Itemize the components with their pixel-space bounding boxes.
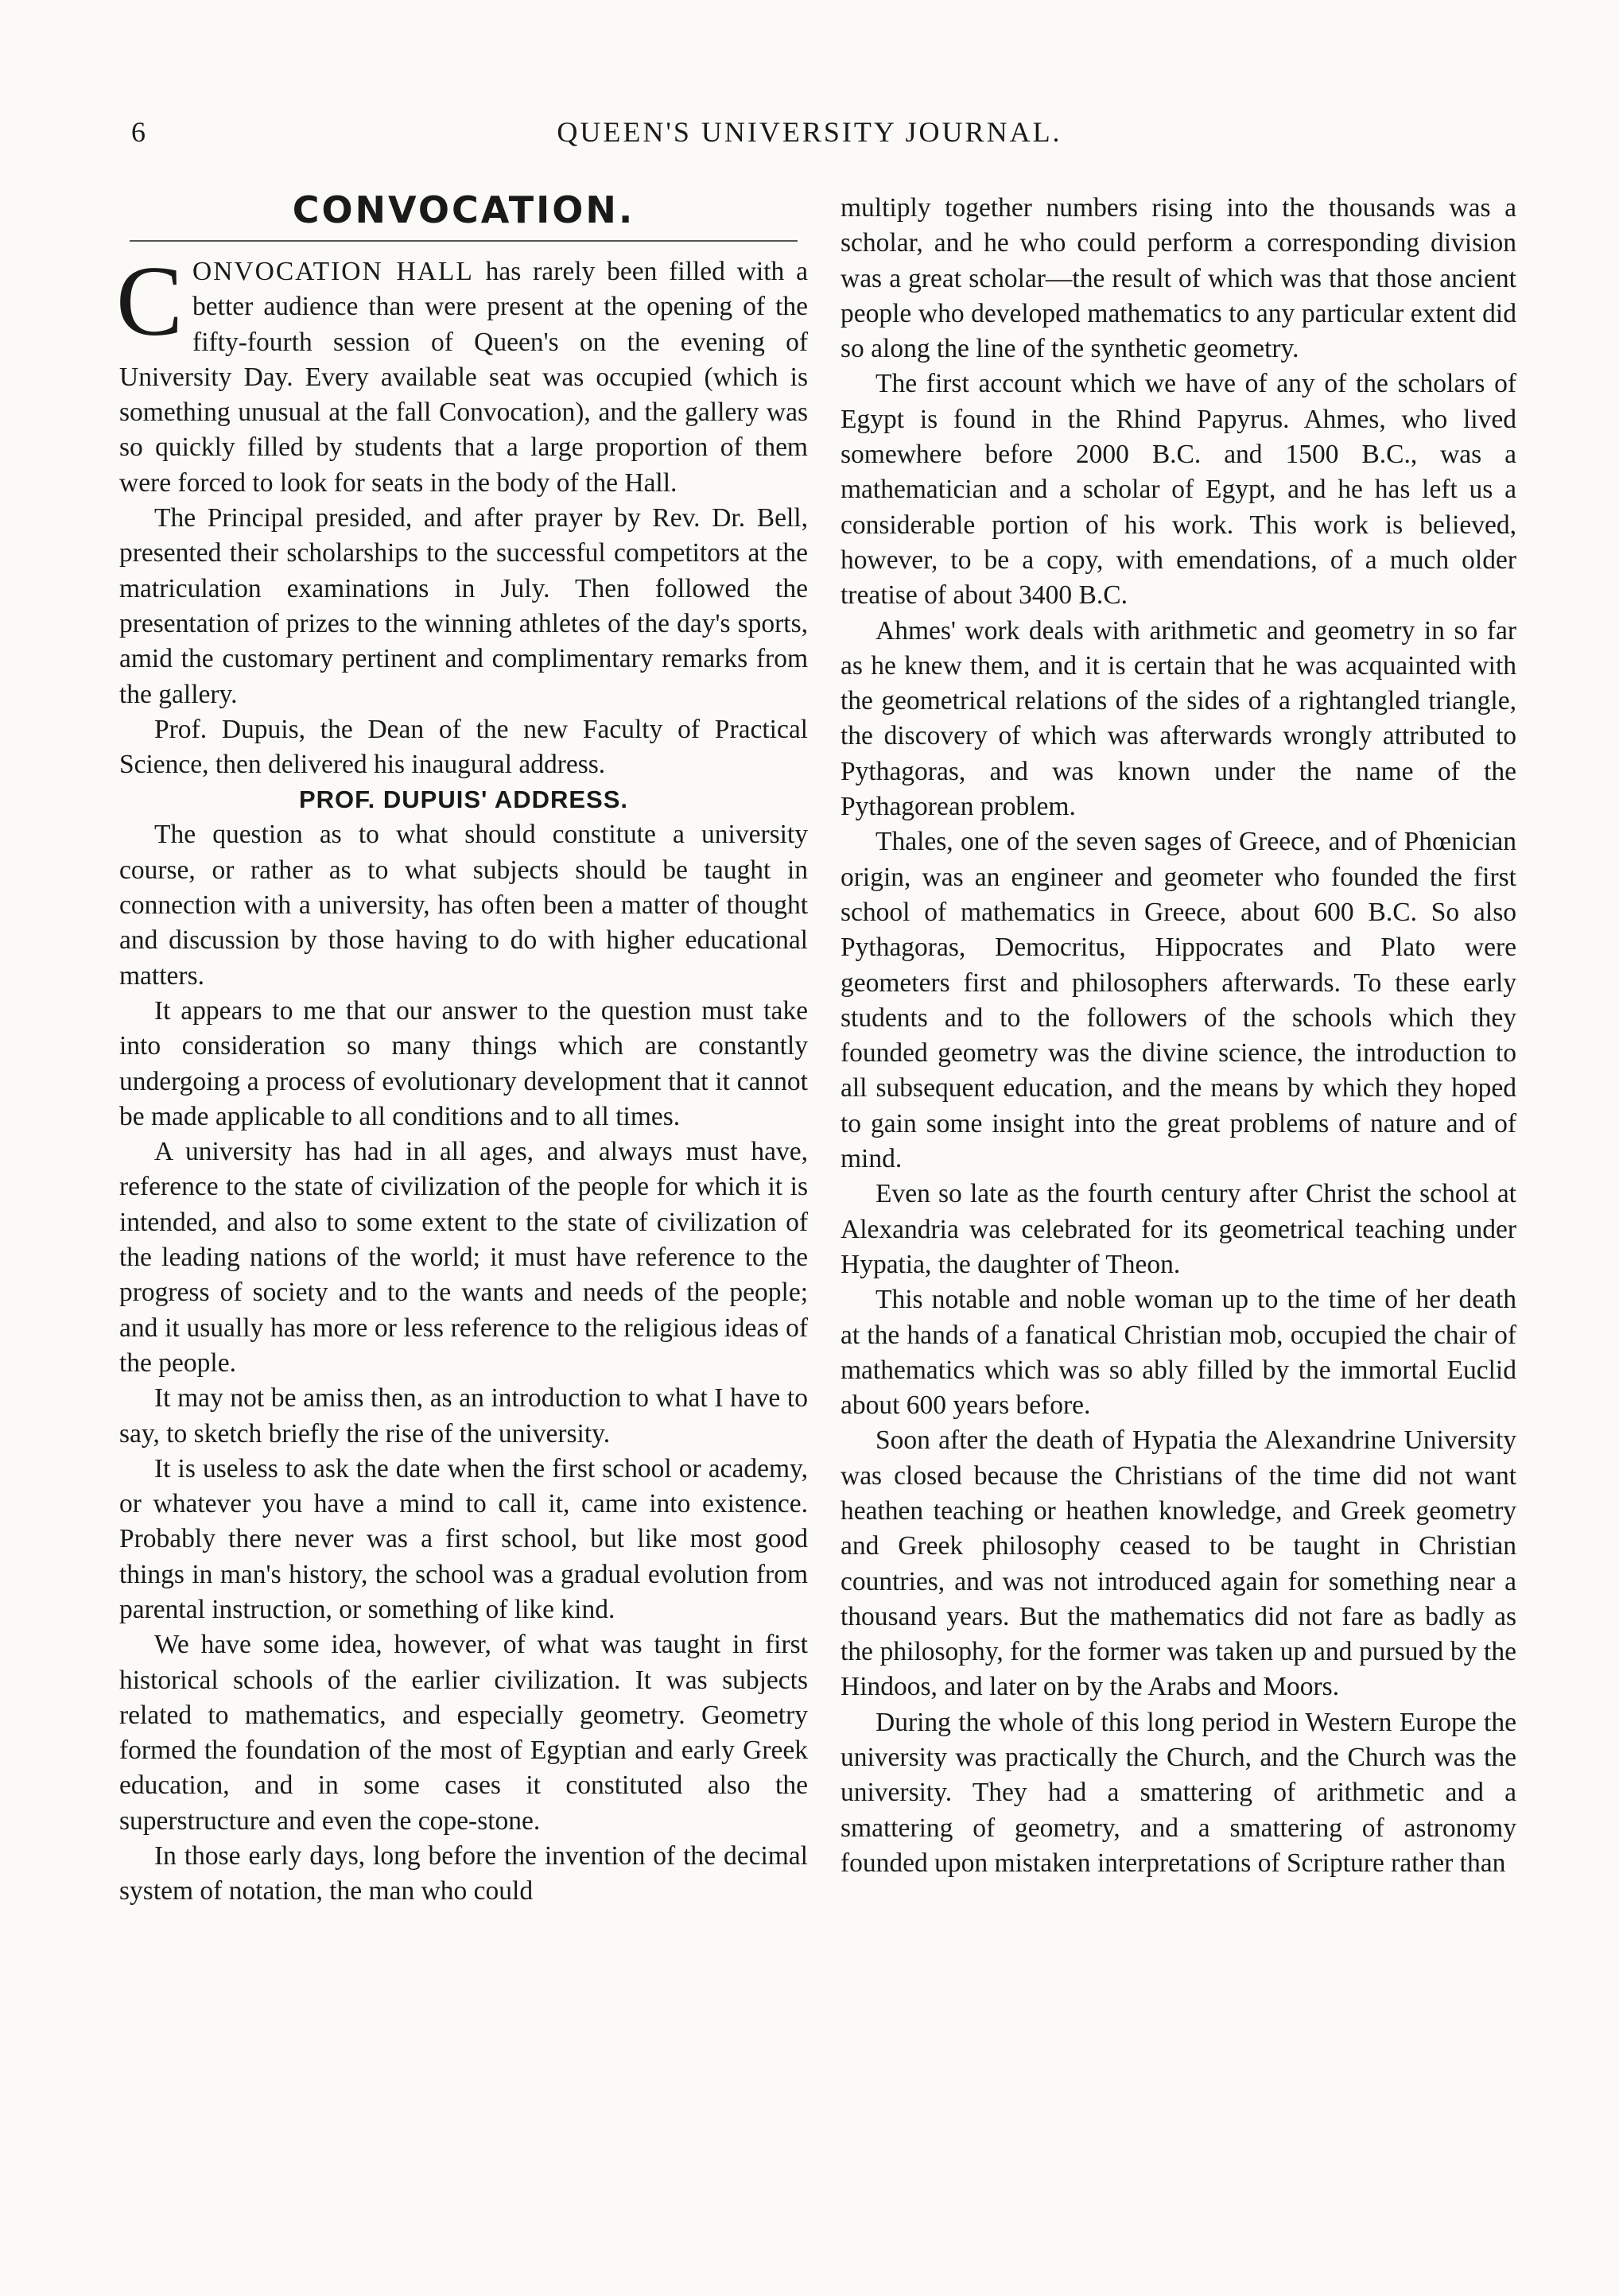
address-subheading: PROF. DUPUIS' ADDRESS. — [298, 785, 629, 814]
paragraph-9: We have some idea, however, of what was taught in first historical schools of the earlier civilization. It was subjects related to mathematics, and especially geometry. Geometry formed the foundation of the most of Egyptian and early Greek education, and in some cases it constituted also the superstructure and even the cope-stone. — [119, 1630, 808, 1836]
paragraph-r4: Thales, one of the seven sages of Greece, and of Phœnician origin, was an engineer and geometer who founded the first school of mathematics in Greece, about 600 B.C. So also Pythagoras, Democritus, Hippocrates and Plato were geometers first and philosophers afterwards. To these early students and to the followers of the schools which they founded geometry was the divine science, the introduction to all subsequent education, and the means by which they hoped to gain some insight into the great problems of nature and of mind. — [841, 827, 1516, 1174]
page-number: 6 — [131, 116, 146, 148]
paragraph-8: It is useless to ask the date when the first school or academy, or whatever you have a mind to call it, came into existence. Probably there never was a first school, but like most good things in man's history, the school was a gradual evolution from parental instruction, or something of like kind. — [119, 1453, 808, 1624]
paragraph-2: The Principal presided, and after prayer by Rev. Dr. Bell, presented their scholarships to the successful competitors at the matriculation examinations in July. Then followed the presentation of prizes to the winning athletes of the day's sports, amid the customary pertinent and complimentary remarks from the gallery. — [119, 503, 808, 709]
paragraph-1 — [116, 246, 808, 501]
paragraph-r3: Ahmes' work deals with arithmetic and geometry in so far as he knew them, and it is certain that he was acquainted with the geometrical relations of the sides of a rightangled triangle, the discovery of which was afterwards wrongly attributed to Pythagoras, and was known under the name of the Pythagorean problem. — [841, 615, 1516, 822]
paragraph-r6: This notable and noble woman up to the time of her death at the hands of a fanatical Christian mob, occupied the chair of mathematics which was so ably filled by the immortal Euclid about 600 years before. — [841, 1285, 1516, 1421]
article-title: CONVOCATION. — [292, 188, 635, 231]
title-rule — [130, 240, 798, 242]
paragraph-4: The question as to what should constitute a university course, or rather as to what subjects should be taught in connection with a university, has often been a matter of thought and discussion by those having to do with higher educational matters. — [119, 820, 808, 991]
paragraph-1-text: has rarely been filled with a better audience than were present at the opening of the fifty-fourth session of Queen's on the evening of University Day. Every available seat was occupied (which is something unusual at the fall Convocation), and the gallery was so quickly filled by students that a large proportion of them were forced to look for seats in the body of the Hall. — [119, 257, 808, 498]
paragraph-r5: Even so late as the fourth century after Christ the school at Alexandria was celebrated for its geometrical teaching under Hypatia, the daughter of Theon. — [841, 1179, 1516, 1279]
paragraph-r8: During the whole of this long period in Western Europe the university was practically the Church, and the Church was the university. They had a smattering of arithmetic and a smattering of geometry, and a smattering of astronomy founded upon mistaken interpretations of Scripture rather than — [841, 1707, 1516, 1878]
paragraph-r1: multiply together numbers rising into the thousands was a scholar, and he who could perform a corresponding division was a great scholar—the result of which was that those ancient people who developed mathematics to any particular extent did so along the line of the synthetic geometry. — [841, 193, 1516, 364]
paragraph-r7: Soon after the death of Hypatia the Alexandrine University was closed because the Christians of the time did not want heathen teaching or heathen knowledge, and Greek geometry and Greek philosophy ceased to be taught in Christian countries, and was not introduced again for something near a thousand years. But the mathematics did not fare as badly as the philosophy, for the former was taken up and pursued by the Hindoos, and later on by the Arabs and Moors. — [841, 1425, 1516, 1702]
paragraph-5: It appears to me that our answer to the question must take into consideration so many things which are constantly undergoing a process of evolutionary development that it cannot be made applicable to all conditions and to all times. — [119, 995, 808, 1131]
paragraph-10: In those early days, long before the invention of the decimal system of notation, the man who could — [119, 1841, 808, 1906]
running-title: QUEEN'S UNIVERSITY JOURNAL. — [557, 116, 1062, 148]
paragraph-r2: The first account which we have of any of the scholars of Egypt is found in the Rhind Papyrus. Ahmes, who lived somewhere before 2000 B.C. and 1500 B.C., was a mathematician and a scholar of Egypt, and he has left us a considerable portion of his work. This work is believed, however, to be a copy, with emendations, of a much older treatise of about 3400 B.C. — [841, 369, 1516, 611]
paragraph-3: Prof. Dupuis, the Dean of the new Faculty of Practical Science, then delivered his inaugural address. — [119, 714, 808, 780]
right-column — [841, 191, 1516, 1881]
drop-cap: C — [116, 246, 184, 357]
paragraph-6: A university has had in all ages, and always must have, reference to the state of civilization of the people for which it is intended, and also to some extent to the state of civilization of the leading nations of the world; it must have reference to the progress of society and to the wants and needs of the people; and it usually has more or less reference to the religious ideas of the people. — [119, 1137, 808, 1378]
lead-caps: ONVOCATION HALL — [192, 257, 474, 286]
paragraph-7: It may not be amiss then, as an introduction to what I have to say, to sketch briefly the rise of the university. — [119, 1383, 808, 1449]
left-column — [116, 184, 808, 1910]
